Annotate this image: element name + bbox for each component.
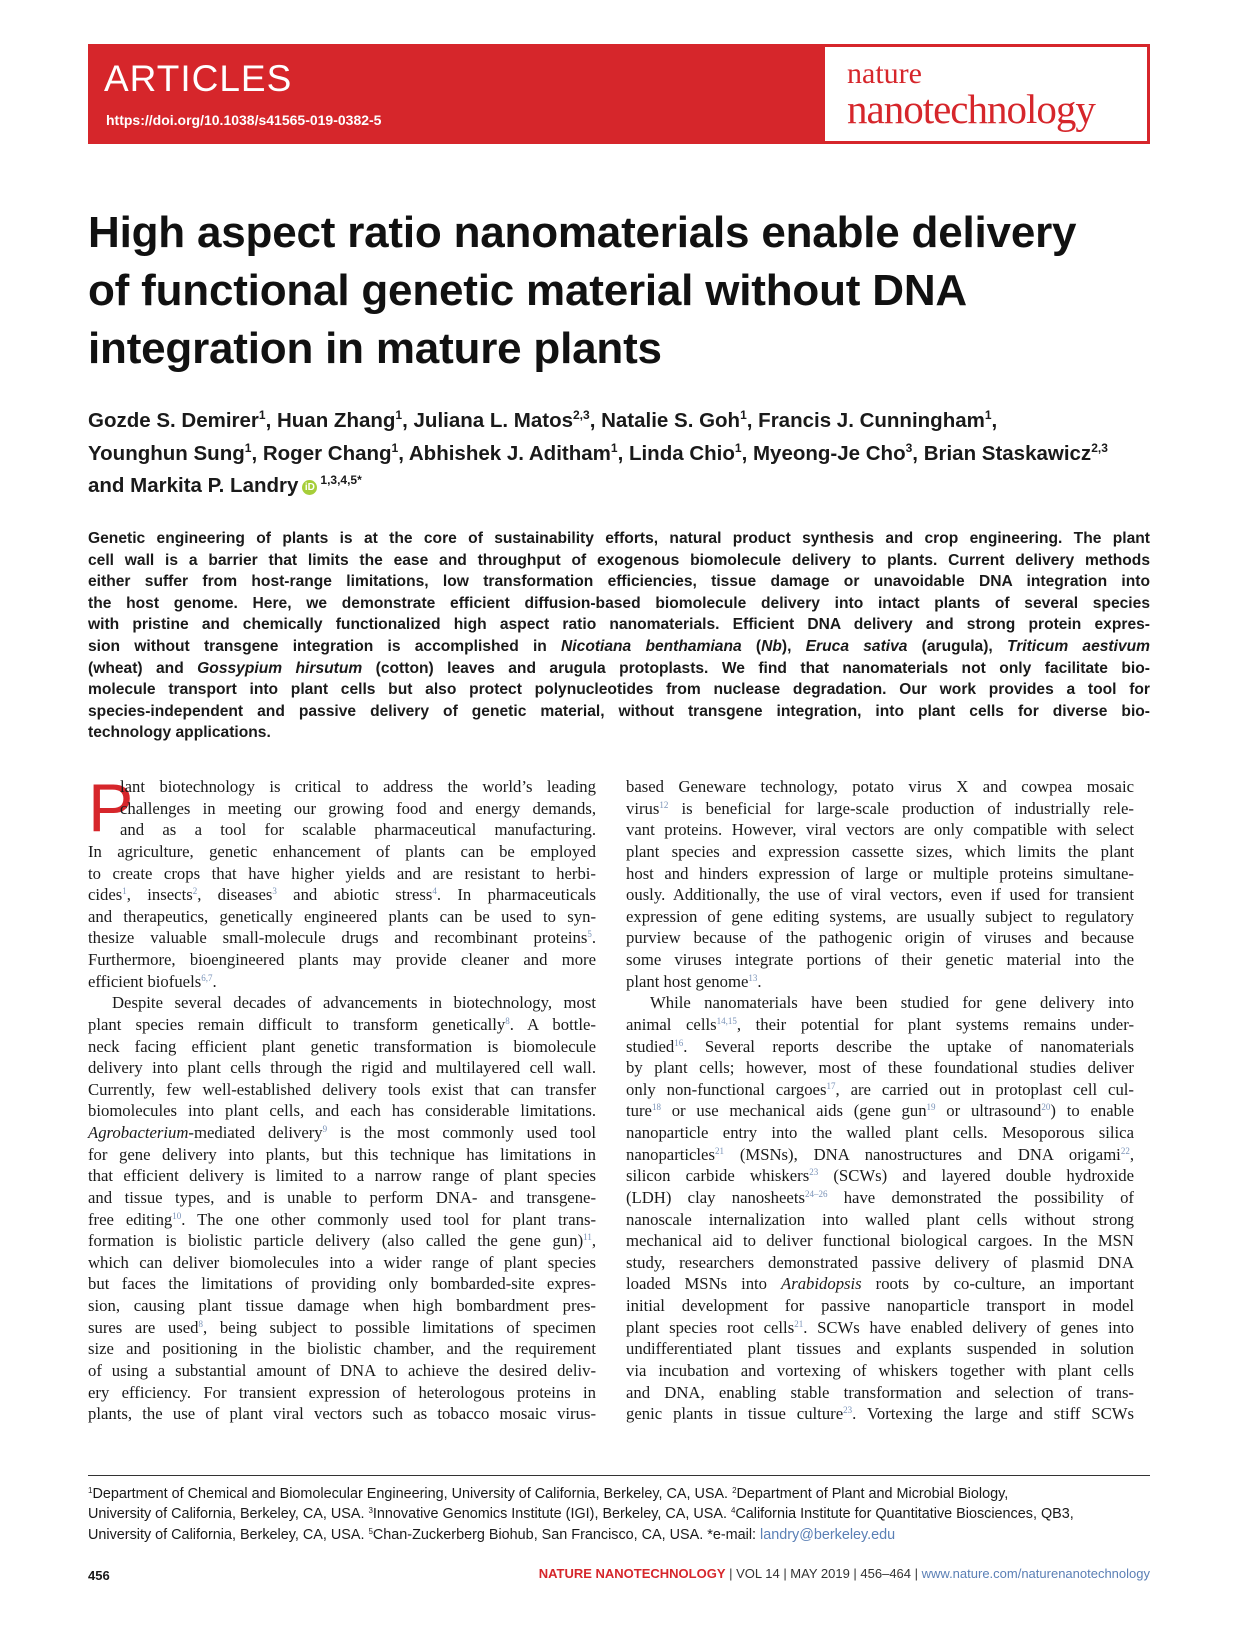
body-line: studied$^{16}$. Several reports describe the uptake of nanomaterials	[626, 1036, 1134, 1056]
reference-mark[interactable]: 21	[794, 1318, 804, 1329]
body-line: nanoparticle entry into the walled plant cells. Mesoporous silica	[626, 1123, 1134, 1142]
footnote-line: University of California, Berkeley, CA, USA. $^3$Innovative Genomics Institute (IGI), Berkeley, CA, USA. $^4$California Institute for Quantitative Biosciences, QB3,	[88, 1506, 1074, 1523]
author-name: Abhishek J. Aditham	[408, 441, 611, 465]
title-line: High aspect ratio nanomaterials enable delivery	[88, 208, 1077, 257]
body-line: vant proteins. However, viral vectors are only compatible with select	[626, 820, 1134, 840]
body-line: cides$^1$, insects$^2$, diseases$^3$ and abiotic stress$^4$. In pharmaceuticals	[88, 885, 596, 905]
author-name: Juliana L. Matos	[413, 409, 573, 432]
reference-mark[interactable]: 12	[659, 799, 669, 810]
body-line: In agriculture, genetic enhancement of plants can be employed	[88, 841, 596, 861]
body-line: initial development for passive nanoparticle transport in model	[626, 1296, 1134, 1315]
abstract-line: either suffer from host-range limitations, low transformation efficiencies, tissue damage or unavoidable DNA integration into	[88, 573, 1150, 591]
reference-mark[interactable]: 23	[809, 1167, 819, 1178]
reference-mark[interactable]: 1	[122, 886, 127, 897]
body-line: based Geneware technology, potato virus X and cowpea mosaic	[626, 777, 1134, 796]
body-line: plant species and expression cassette sizes, which limits the plant	[626, 841, 1134, 861]
body-line: plant host genome$^{13}$.	[626, 971, 762, 991]
reference-mark[interactable]: 8	[198, 1318, 204, 1329]
page-number: 456	[88, 1568, 110, 1583]
body-column-right	[626, 776, 1134, 1425]
abstract-line: the host genome. Here, we demonstrate efficient diffusion-based biomolecule delivery into intact plants of several species	[88, 594, 1150, 612]
reference-mark[interactable]: 2	[192, 886, 198, 897]
reference-mark[interactable]: 9	[322, 1124, 328, 1134]
body-line: undifferentiated plant tissues and explants suspended in solution	[626, 1339, 1134, 1359]
body-line: (LDH) clay nanosheets$^{24-26}$ have demonstrated the possibility of	[626, 1187, 1134, 1207]
body-line: delivery into plant cells through the rigid and multilayered cell wall.	[88, 1058, 596, 1078]
affiliation-number: 2	[732, 1486, 737, 1495]
body-line: nanoscale internalization into walled plant cells without strong	[626, 1209, 1134, 1229]
author-list	[88, 405, 1168, 503]
author-name: Natalie S. Goh	[601, 409, 741, 432]
author-name: Younghun Sung	[88, 441, 245, 465]
body-line: silicon carbide whiskers$^{23}$ (SCWs) and layered double hydroxide	[626, 1166, 1134, 1186]
body-line: Currently, few well-established delivery tools exist that can transfer	[88, 1079, 596, 1099]
reference-mark[interactable]: 24–26	[804, 1188, 828, 1199]
abstract-line: Genetic engineering of plants is at the core of sustainability efforts, natural product synthesis and crop engineering. The plant	[88, 530, 1150, 547]
reference-mark[interactable]: 10	[172, 1210, 182, 1221]
body-line: purview because of the pathogenic origin of viruses and because	[626, 928, 1134, 948]
body-line: some viruses integrate portions of their genetic material into the	[626, 950, 1134, 969]
body-line: virus$^{12}$ is beneficial for large-scale production of industrially rele-	[626, 798, 1134, 818]
affiliation-mark: 1	[740, 408, 747, 422]
body-line: of using a substantial amount of DNA to achieve the desired deliv-	[88, 1360, 596, 1380]
email-link[interactable]: landry@berkeley.edu	[760, 1526, 896, 1543]
author-name: Roger Chang	[262, 441, 392, 465]
body-line: study, researchers demonstrated passive delivery of plasmid DNA	[626, 1252, 1134, 1272]
journal-footer	[539, 1566, 1150, 1581]
body-line: Agrobacterium-mediated delivery$^9$ is the most commonly used tool	[88, 1123, 596, 1142]
abstract-line: (wheat) and Gossypium hirsutum (cotton) leaves and arugula protoplasts. We find that nanomaterials not only facilitate bio-	[88, 659, 1150, 677]
body-line: via incubation and vortexing of whiskers together with plant cells	[626, 1360, 1134, 1380]
body-line: ery efficiency. For transient expression of heterologous proteins in	[88, 1382, 596, 1402]
abstract-line: technology applications.	[88, 724, 271, 742]
body-line: nanoparticles$^{21}$ (MSNs), DNA nanostructures and DNA origami$^{22}$,	[626, 1144, 1134, 1164]
reference-mark[interactable]: 4	[432, 886, 437, 897]
title-line: integration in mature plants	[88, 324, 662, 373]
body-line: for gene delivery into plants, but this technique has limitations in	[88, 1144, 596, 1164]
affiliation-number: 3	[368, 1506, 373, 1516]
body-line: thesize valuable small-molecule drugs and recombinant proteins$^5$.	[88, 928, 596, 948]
affiliation-number: 1	[88, 1486, 93, 1495]
footnote-line: University of California, Berkeley, CA, USA. $^5$Chan-Zuckerberg Biohub, San Francisco, CA, USA. *e-mail: landry@berkeley.edu	[88, 1526, 896, 1543]
body-line: plant species remain difficult to transform genetically$^8$. A bottle-	[88, 1014, 596, 1034]
body-line: While nanomaterials have been studied for gene delivery into	[650, 993, 1134, 1013]
logo-line-nature: nature	[847, 57, 922, 90]
affiliation-mark: 1	[610, 440, 618, 455]
reference-mark[interactable]: 20	[1041, 1102, 1051, 1113]
body-line: sures are used$^8$, being subject to possible limitations of specimen	[88, 1317, 596, 1337]
body-line: expression of gene editing systems, are usually subject to regulatory	[626, 906, 1134, 926]
journal-url[interactable]: www.nature.com/naturenanotechnology	[921, 1566, 1150, 1581]
body-line: and as a tool for scalable pharmaceutical manufacturing.	[120, 820, 596, 840]
affiliation-mark: 2,3	[1091, 440, 1108, 455]
affiliation-mark: 1	[258, 408, 266, 422]
journal-name: NATURE NANOTECHNOLOGY	[538, 1566, 726, 1581]
abstract-line: with pristine and chemically functionalized high aspect ratio nanomaterials. Efficient DNA delivery and strong protein expres-	[88, 616, 1150, 634]
reference-mark[interactable]: 14,15	[716, 1015, 737, 1026]
issue-details: | VOL 14 | MAY 2019 | 456–464 |	[725, 1566, 922, 1581]
affiliation-mark: 1	[734, 440, 742, 455]
body-line: genic plants in tissue culture$^{23}$. Vortexing the large and stiff SCWs	[626, 1404, 1134, 1424]
reference-mark[interactable]: 23	[843, 1405, 853, 1416]
author-name-corresponding: Markita P. Landry	[130, 474, 299, 497]
footnote-divider	[88, 1475, 1150, 1476]
reference-mark[interactable]: 18	[651, 1102, 661, 1113]
affiliations-footnote	[88, 1484, 1150, 1545]
body-line: size and positioning in the biolistic chamber, and the requirement	[88, 1339, 596, 1359]
abstract	[88, 528, 1150, 744]
author-name: Myeong-Je Cho	[752, 441, 906, 465]
body-line: ously. Additionally, the use of viral vectors, even if used for transient	[626, 885, 1134, 905]
author-name: Huan Zhang	[276, 409, 396, 432]
affiliation-mark: 3	[905, 440, 913, 455]
body-line: plant species root cells$^{21}$. SCWs have enabled delivery of genes into	[626, 1317, 1134, 1337]
affiliation-mark: 1,3,4,5*	[320, 473, 362, 487]
body-line: host and hinders expression of large or multiple proteins simultane-	[626, 863, 1134, 883]
body-line: and DNA, enabling stable transformation and selection of trans-	[626, 1382, 1134, 1402]
reference-mark[interactable]: 19	[926, 1102, 936, 1113]
body-line: and therapeutics, genetically engineered plants can be used to syn-	[88, 906, 596, 926]
title-line: of functional genetic material without DNA	[88, 266, 967, 315]
body-line: but faces the limitations of providing only bombarded-site expres-	[88, 1274, 596, 1294]
body-line: ture$^{18}$ or use mechanical aids (gene gun$^{19}$ or ultrasound$^{20}$) to enable	[626, 1101, 1134, 1121]
reference-mark[interactable]: 22	[1120, 1145, 1130, 1156]
affiliation-mark: 2,3	[573, 408, 590, 422]
affiliation-number: 5	[368, 1526, 373, 1536]
abstract-line: sion without transgene integration is accomplished in Nicotiana benthamiana (Nb), Eruca sativa (arugula), Triticum aestivum	[88, 637, 1151, 655]
reference-mark[interactable]: 5	[587, 929, 592, 940]
body-line: sion, causing plant tissue damage when high bombardment pres-	[88, 1296, 596, 1315]
reference-mark[interactable]: 13	[748, 972, 758, 983]
abstract-line: cell wall is a barrier that limits the ease and throughput of exogenous biomolecule delivery to plants. Current delivery methods	[88, 551, 1150, 569]
body-line: animal cells$^{14,15}$, their potential for plant systems remains under-	[626, 1014, 1134, 1034]
doi-link[interactable]: https://doi.org/10.1038/s41565-019-0382-5	[106, 112, 382, 128]
author-name: Francis J. Cunningham	[758, 409, 985, 432]
body-line: mechanical aid to deliver functional biological cargoes. In the MSN	[626, 1231, 1134, 1251]
reference-mark[interactable]: 6,7	[201, 972, 213, 983]
body-line: free editing$^{10}$. The one other commonly used tool for plant trans-	[88, 1209, 596, 1229]
body-line: only non-functional cargoes$^{17}$, are carried out in protoplast cell cul-	[626, 1079, 1134, 1099]
body-line: to create crops that have higher yields and are resistant to herbi-	[88, 863, 596, 883]
body-line: biomolecules into plant cells, and each has considerable limitations.	[88, 1101, 596, 1121]
journal-logo	[825, 47, 1147, 141]
body-line: which can deliver biomolecules into a wider range of plant species	[88, 1252, 596, 1272]
body-line: lant biotechnology is critical to address the world’s leading	[120, 777, 596, 796]
reference-mark[interactable]: 11	[583, 1232, 592, 1243]
affiliation-mark: 1	[391, 440, 399, 455]
body-line: plants, the use of plant viral vectors such as tobacco mosaic virus-	[88, 1404, 596, 1424]
author-name: Linda Chio	[628, 441, 735, 465]
body-column-left	[88, 770, 596, 1425]
body-line: that efficient delivery is limited to a narrow range of plant species	[88, 1166, 596, 1186]
drop-cap: P	[88, 770, 134, 846]
body-line: Furthermore, bioengineered plants may provide cleaner and more	[88, 950, 596, 969]
reference-mark[interactable]: 21	[714, 1145, 724, 1156]
author-conjunction: and	[88, 474, 131, 497]
section-label: ARTICLES	[104, 58, 293, 99]
reference-mark[interactable]: 3	[272, 886, 277, 897]
reference-mark[interactable]: 8	[505, 1015, 510, 1026]
abstract-line: molecule transport into plant cells but also protect polynucleotides from nuclease degradation. Our work provides a tool for	[88, 681, 1150, 699]
journal-header	[88, 44, 1150, 144]
body-line: Despite several decades of advancements in biotechnology, most	[112, 993, 596, 1013]
body-line: challenges in meeting our growing food and energy demands,	[120, 798, 596, 818]
article-title	[88, 204, 1148, 378]
author-name: Gozde S. Demirer	[88, 409, 259, 432]
reference-mark[interactable]: 17	[826, 1080, 836, 1091]
author-line: Younghun Sung$^1$, Roger Chang$^1$, Abhishek J. Aditham$^1$, Linda Chio$^1$, Myeong-Je Cho$^3$, Brian Staskawicz$^{2,3}$	[88, 440, 1108, 465]
body-line: neck facing efficient plant genetic transformation is biomolecule	[88, 1036, 596, 1056]
orcid-icon[interactable]: iD	[302, 480, 317, 495]
reference-mark[interactable]: 16	[674, 1037, 684, 1048]
affiliation-mark: 1	[395, 408, 403, 422]
logo-line-nanotechnology: nanotechnology	[847, 86, 1095, 132]
body-line: loaded MSNs into Arabidopsis roots by co-culture, an important	[626, 1274, 1134, 1294]
body-line: efficient biofuels$^{6,7}$.	[88, 971, 217, 991]
affiliation-mark: 1	[984, 408, 992, 422]
author-line: Gozde S. Demirer$^1$, Huan Zhang$^1$, Juliana L. Matos$^{2,3}$, Natalie S. Goh$^1$, Francis J. Cunningham$^1$,	[88, 408, 998, 432]
body-line: formation is biolistic particle delivery (also called the gene gun)$^{11}$,	[88, 1231, 596, 1251]
abstract-line: species-independent and passive delivery of genetic material, without transgene integration, into plant cells for diverse bio-	[88, 702, 1150, 720]
body-line: and tissue types, and is unable to perform DNA- and transgene-	[88, 1187, 596, 1207]
body-line: by plant cells; however, most of these foundational studies deliver	[626, 1058, 1134, 1078]
affiliation-mark: 1	[244, 440, 252, 455]
affiliation-number: 4	[730, 1506, 736, 1516]
author-name: Brian Staskawicz	[923, 441, 1092, 465]
footnote-line: $^1$Department of Chemical and Biomolecular Engineering, University of California, Berkeley, CA, USA. $^2$Department of Plant and Microbial Biology,	[88, 1486, 1009, 1502]
author-line	[88, 470, 1168, 503]
